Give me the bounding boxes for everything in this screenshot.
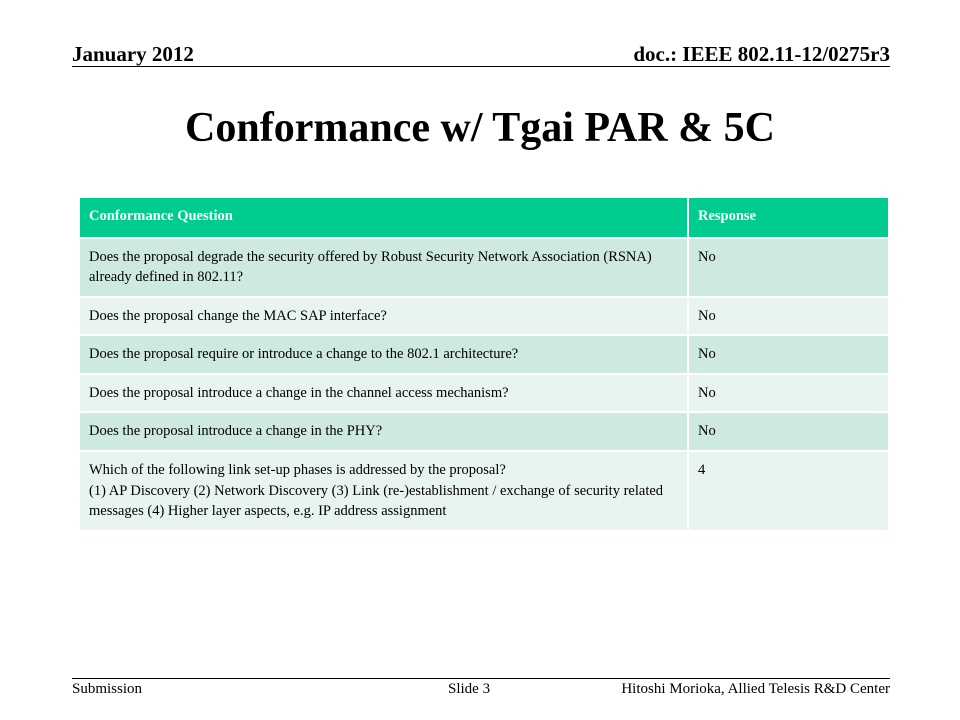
question-cell: Which of the following link set-up phases is addressed by the proposal? (1) AP Discovery (2) Network Discovery (3) Link (re-)establishment / exchange of security related messages (4) Higher layer aspects, e.g. IP address assignment — [80, 451, 688, 531]
slide-title: Conformance w/ Tgai PAR & 5C — [185, 105, 775, 151]
response-cell: No — [688, 297, 888, 336]
table-row — [80, 238, 888, 297]
footer-submission: Submission — [72, 681, 143, 697]
column-header-question: Conformance Question — [80, 198, 688, 238]
question-cell: Does the proposal introduce a change in the channel access mechanism? — [80, 374, 688, 413]
table-row — [80, 297, 888, 336]
question-cell: Does the proposal degrade the security offered by Robust Security Network Association (RSNA) already defined in 802.11? — [80, 238, 688, 297]
response-cell: No — [688, 374, 888, 413]
question-cell: Does the proposal introduce a change in the PHY? — [80, 412, 688, 451]
column-header-response: Response — [688, 198, 888, 238]
conformance-table — [80, 198, 888, 532]
response-cell: No — [688, 238, 888, 297]
footer-author: Hitoshi Morioka, Allied Telesis R&D Center — [621, 681, 890, 697]
table-row — [80, 451, 888, 531]
question-cell: Does the proposal change the MAC SAP interface? — [80, 297, 688, 336]
table-row — [80, 374, 888, 413]
response-cell: 4 — [688, 451, 888, 531]
response-cell: No — [688, 335, 888, 374]
header-divider — [72, 66, 890, 67]
footer-divider — [72, 678, 890, 679]
header-date: January 2012 — [72, 42, 194, 66]
table-header-row — [80, 198, 888, 238]
question-cell: Does the proposal require or introduce a change to the 802.1 architecture? — [80, 335, 688, 374]
header-doc-id: doc.: IEEE 802.11-12/0275r3 — [633, 42, 890, 66]
footer-slide-number: Slide 3 — [448, 681, 491, 697]
table-row — [80, 412, 888, 451]
response-cell: No — [688, 412, 888, 451]
table-row — [80, 335, 888, 374]
